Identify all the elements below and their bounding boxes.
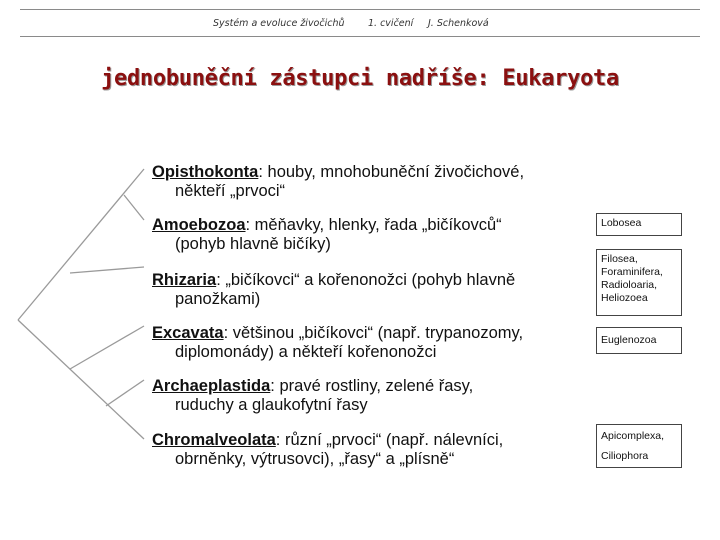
- group-archaeplastida: [152, 377, 473, 415]
- note-line: Foraminifera,: [601, 266, 663, 278]
- clade-name: Excavata: [152, 324, 224, 342]
- header-author: J. Schenková: [428, 18, 489, 29]
- clade-name: Amoebozoa: [152, 216, 246, 234]
- note-box-lobosea: [596, 213, 682, 236]
- tree-branch-excavata: [70, 326, 144, 369]
- page-title: jednobuněční zástupci nadříše: Eukaryota: [101, 66, 619, 91]
- note-line: Radioloaria,: [601, 279, 658, 291]
- note-box-filosea: [596, 249, 682, 316]
- note-line: [601, 443, 677, 450]
- note-box-apicomplexa: [596, 424, 682, 468]
- tree-branch-opisthokonta: [18, 169, 144, 320]
- note-line: Lobosea: [601, 217, 642, 229]
- header-course: Systém a evoluce živočichů: [213, 18, 345, 29]
- clade-description: : pravé rostliny, zelené řasy,: [270, 377, 474, 395]
- note-line: Heliozoea: [601, 292, 648, 304]
- group-excavata: [152, 324, 523, 362]
- group-amoebozoa: [152, 216, 502, 254]
- note-line: Euglenozoa: [601, 334, 657, 346]
- clade-description-cont: panožkami): [175, 290, 261, 308]
- tree-branch-amoebozoa: [124, 195, 144, 220]
- tree-branch-rhizaria: [70, 267, 144, 273]
- header-exercise: 1. cvičení: [368, 18, 414, 29]
- clade-description: : měňavky, hlenky, řada „bičíkovců“: [245, 216, 502, 234]
- clade-description: : většinou „bičíkovci“ (např. trypanozomy,: [223, 324, 524, 342]
- group-opisthokonta: [152, 163, 524, 201]
- clade-name: Opisthokonta: [152, 163, 259, 181]
- note-box-euglenozoa: [596, 327, 682, 354]
- clade-description: : různí „prvoci“ (např. nálevníci,: [275, 431, 504, 449]
- clade-description: : „bičíkovci“ a kořenonožci (pohyb hlavně: [216, 271, 516, 289]
- note-line: Ciliophora: [601, 450, 649, 462]
- clade-description-cont: (pohyb hlavně bičíky): [175, 235, 331, 253]
- clade-description-cont: ruduchy a glaukofytní řasy: [175, 396, 368, 414]
- clade-description-cont: diplomonády) a někteří kořenonožci: [175, 343, 437, 361]
- clade-description: : houby, mnohobuněční živočichové,: [258, 163, 525, 181]
- clade-name: Chromalveolata: [152, 431, 276, 449]
- clade-name: Rhizaria: [152, 271, 217, 289]
- tree-branch-archaeplastida: [106, 380, 144, 406]
- note-line: Apicomplexa,: [601, 430, 665, 442]
- group-chromalveolata: [152, 431, 503, 469]
- note-line: Filosea,: [601, 253, 638, 265]
- clade-description-cont: někteří „prvoci“: [175, 182, 286, 200]
- tree-branch-chromalveolata: [18, 320, 144, 439]
- group-rhizaria: [152, 271, 515, 309]
- clade-name: Archaeplastida: [152, 377, 271, 395]
- clade-description-cont: obrněnky, výtrusovci), „řasy“ a „plísně“: [175, 450, 455, 468]
